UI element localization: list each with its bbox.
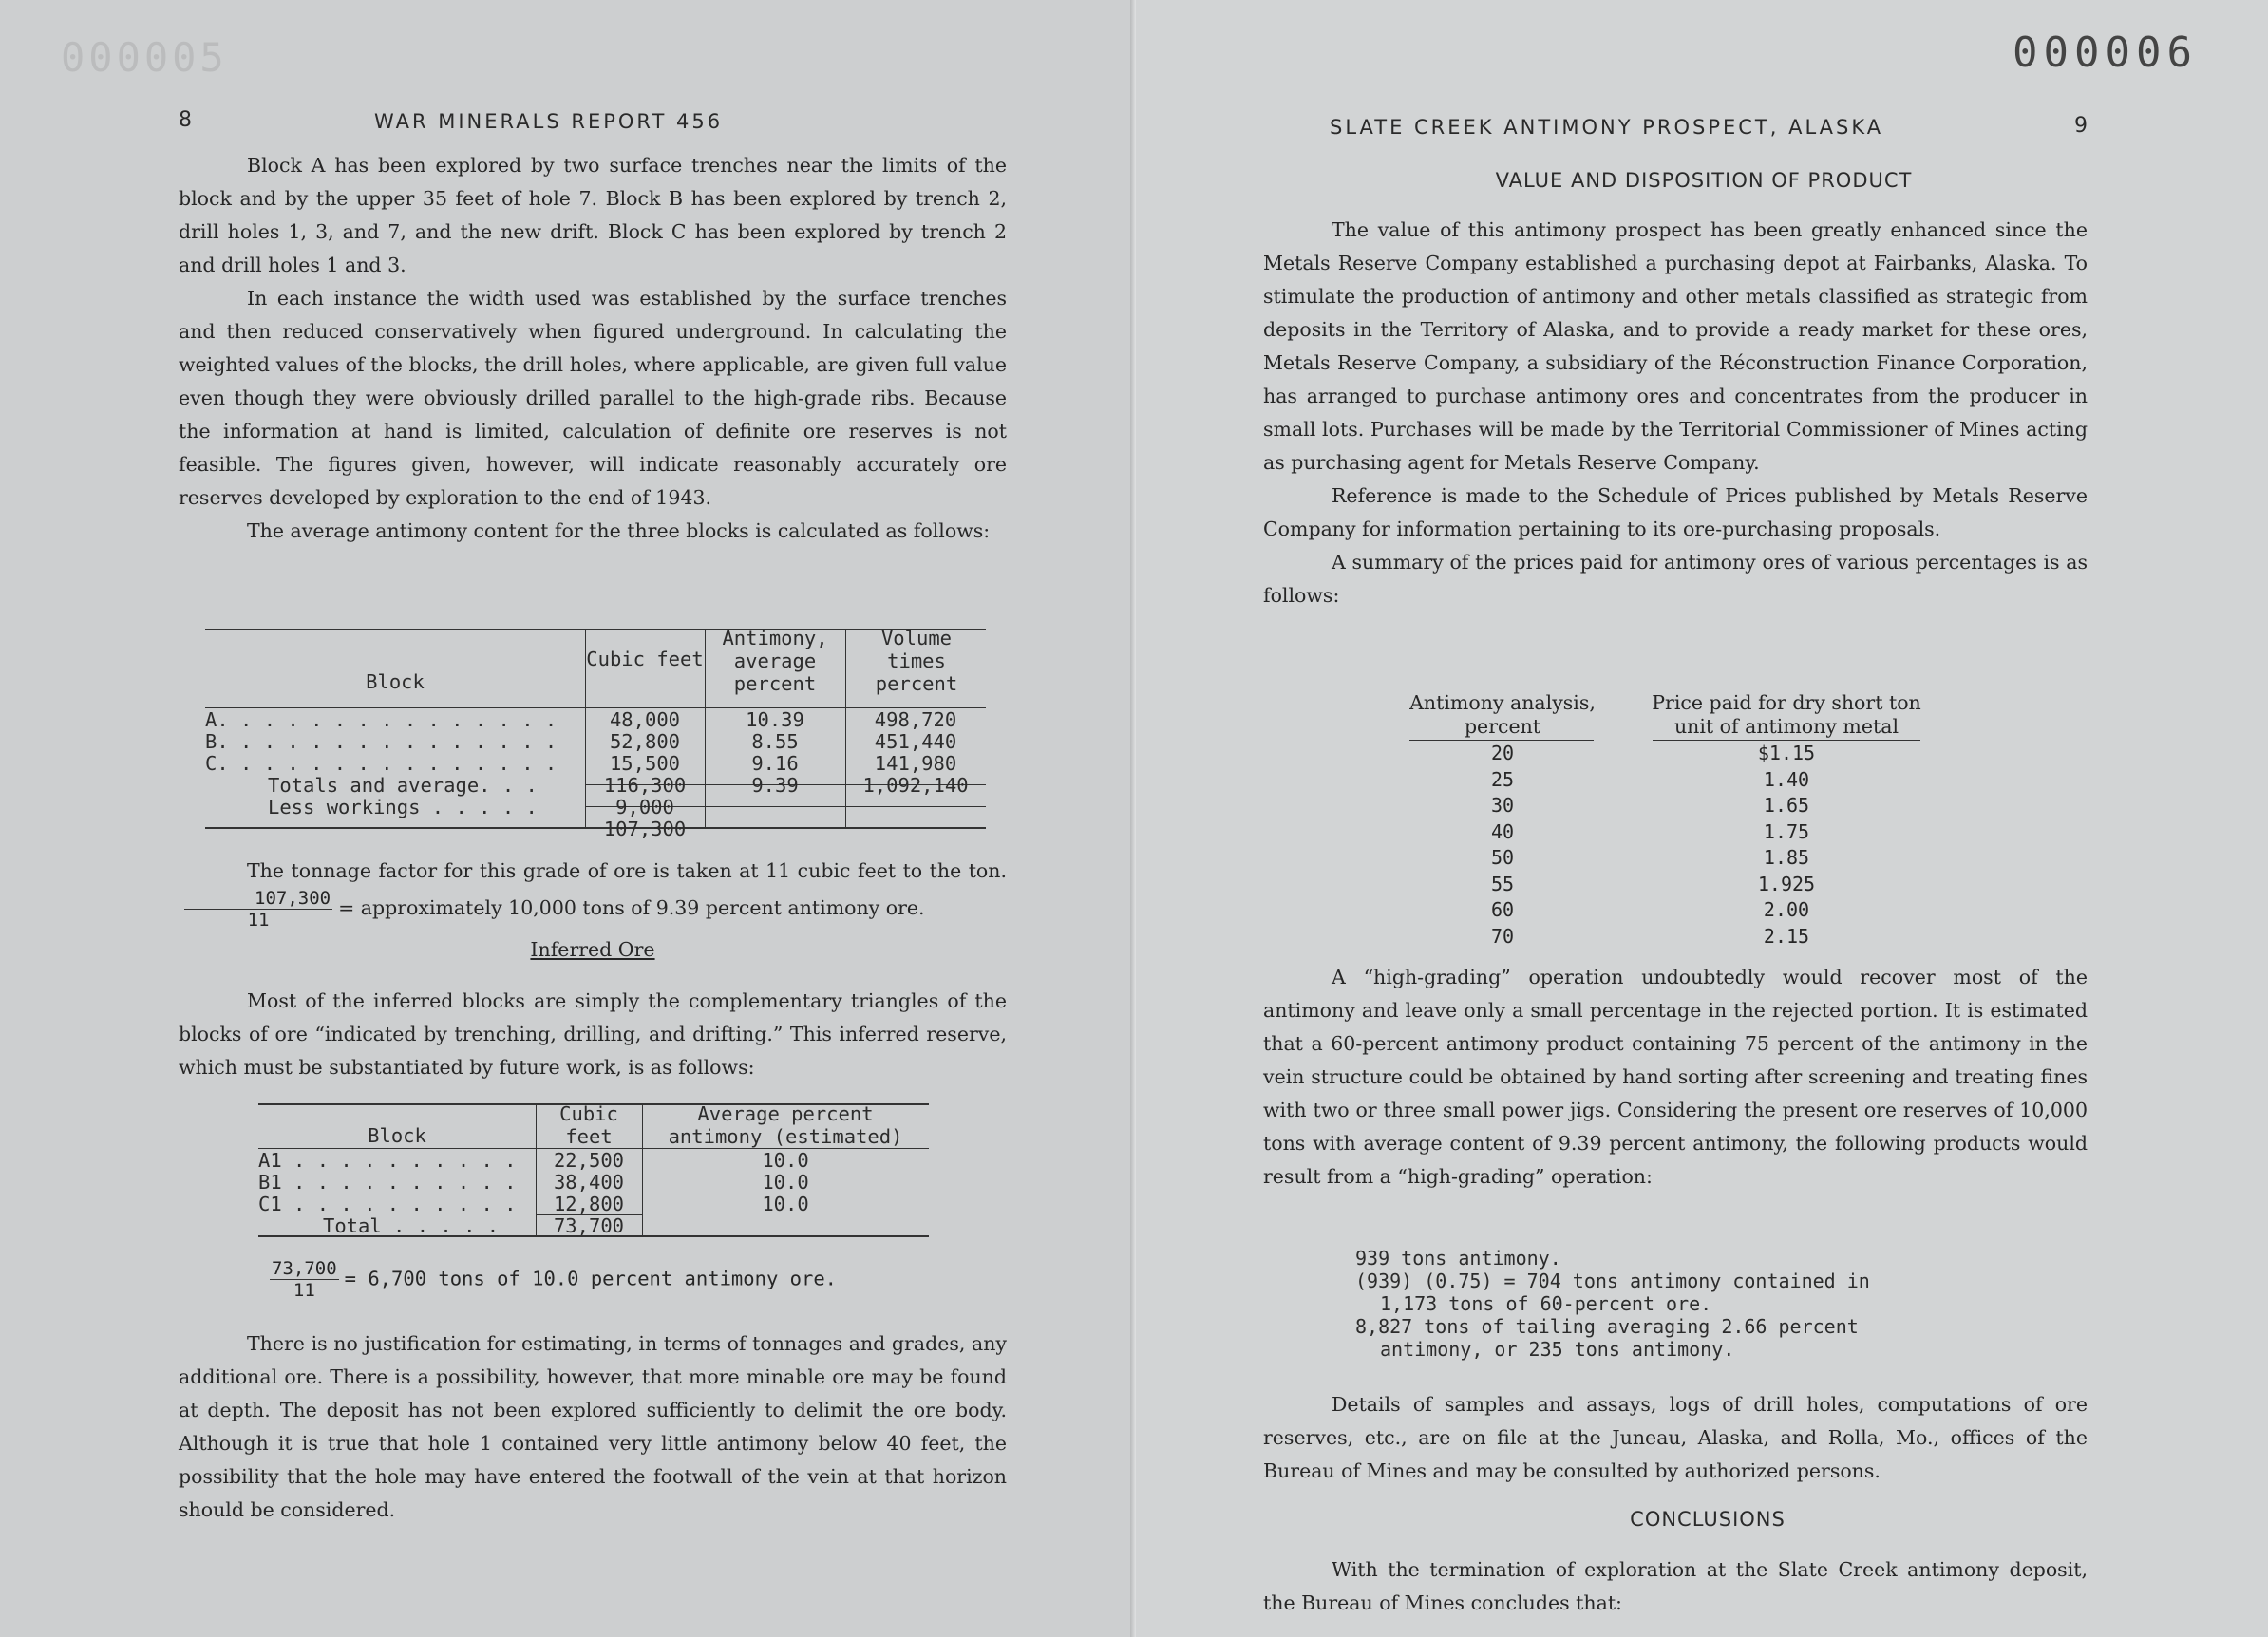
table-row: A. . . . . . . . . . . . . . . 48,000 10.39 498,720 bbox=[205, 708, 957, 731]
paragraph: The value of this antimony prospect has been greatly enhanced since the Metals Reserve Company established a purchasing depot at Fairbanks, Alaska. To stimulate the production of antimony and other metals classified as strategic from deposits in the Territory of Alaska, and to provide a ready market for these ores, Metals Reserve Company, a subsidiary of the Réconstruction Finance Corporation, has arranged to purchase antimony ores and concentrates from the producer in small lots. Purchases will be made by the Territorial Commissioner of Mines acting as purchasing agent for Metals Reserve Company. bbox=[1263, 218, 2088, 474]
table-row: 40 1.75 bbox=[1490, 819, 1810, 843]
paragraph: Details of samples and assays, logs of drill holes, computations of ore reserves, etc., are on file at the Juneau, Alaska, and Rolla, Mo., offices of the Bureau of Mines and may be consulted by authorized persons. bbox=[1263, 1393, 2088, 1482]
left-text-block-1 bbox=[179, 149, 1007, 548]
paragraph: The average antimony content for the three blocks is calculated as follows: bbox=[247, 519, 991, 542]
inferred-ore-heading: Inferred Ore bbox=[530, 938, 655, 961]
section-heading-value: VALUE AND DISPOSITION OF PRODUCT bbox=[1495, 169, 1913, 192]
tonnage-fraction: $\frac{107,300}{11}$ bbox=[184, 888, 332, 931]
section-heading-conclusions: CONCLUSIONS bbox=[1630, 1508, 1786, 1531]
paragraph: In each instance the width used was established by the surface trenches and then reduced conservatively when figured underground. In calculating the weighted values of the blocks, the drill holes, where applicable, are given full value even though they were obviously drilled parallel to the high-grade ribs. Because the information at hand is limited, calculation of definite ore reserves is not feasible. The figures given, however, will indicate reasonably accurately ore reserves developed by exploration to the end of 1943. bbox=[179, 287, 1007, 509]
list-item: 8,827 tons of tailing averaging 2.66 percent antimony, or 235 tons antimony. bbox=[1355, 1315, 1859, 1361]
table-row: B. . . . . . . . . . . . . . . 52,800 8.55 451,440 bbox=[205, 730, 957, 753]
col-header-antimony-analysis: Antimony analysis, percent bbox=[1409, 691, 1596, 738]
paragraph: Reference is made to the Schedule of Prices published by Metals Reserve Company for information pertaining to its ore-purchasing proposals. bbox=[1263, 484, 2088, 540]
right-text-block-4 bbox=[1263, 1553, 2088, 1620]
page-stamp: 000006 bbox=[2013, 28, 2198, 77]
paragraph: A summary of the prices paid for antimony ores of various percentages is as follows: bbox=[1263, 551, 2088, 607]
left-page-number: 8 bbox=[179, 108, 192, 132]
list-item: (939) (0.75) = 704 tons antimony contained in 1,173 tons of 60-percent ore. bbox=[1355, 1270, 1870, 1315]
col-header-cubic-feet: Cubic feet bbox=[586, 648, 704, 670]
left-text-block-3 bbox=[179, 1327, 1007, 1527]
left-running-header: WAR MINERALS REPORT 456 bbox=[374, 110, 724, 133]
col-header-antimony: Antimony, average percent bbox=[722, 627, 828, 695]
table-row: Less workings . . . . . 9,000 bbox=[268, 796, 674, 818]
paragraph: A “high-grading” operation undoubtedly would recover most of the antimony and leave only a small percentage in the rejected portion. It is estimated that a 60-percent antimony product containing 75 percent of the antimony in the vein structure could be obtained by hand sorting after screening and treating fines with two or three small power jigs. Considering the present ore reserves of 10,000 tons with average content of 9.39 percent antimony, the following products would result from a “high-grading” operation: bbox=[1263, 966, 2088, 1188]
right-running-header: SLATE CREEK ANTIMONY PROSPECT, ALASKA bbox=[1330, 116, 1884, 139]
col-header-average-percent: Average percent antimony (estimated) bbox=[668, 1102, 903, 1148]
right-page bbox=[1136, 0, 2268, 1637]
right-text-block-3 bbox=[1263, 1388, 2088, 1488]
table-row: 50 1.85 bbox=[1490, 846, 1810, 869]
right-page-number: 9 bbox=[2074, 114, 2088, 138]
col-header-block: Block bbox=[366, 670, 425, 693]
table-row: 107,300 bbox=[603, 818, 687, 840]
right-text-block-2 bbox=[1263, 961, 2088, 1194]
table-row: 30 1.65 bbox=[1490, 794, 1810, 817]
col-header-price-paid: Price paid for dry short ton unit of antimony metal bbox=[1652, 691, 1921, 738]
paragraph: Most of the inferred blocks are simply the complementary triangles of the blocks of ore “indicated by trenching, drilling, and drifting.” This inferred reserve, which must be substantiated by future work, is as follows: bbox=[179, 989, 1007, 1079]
reserves-table bbox=[205, 627, 986, 840]
table-row: 60 2.00 bbox=[1490, 898, 1810, 921]
table-row: 25 1.40 bbox=[1490, 767, 1810, 791]
ghost-stamp: 000005 bbox=[61, 34, 228, 81]
list-item: 939 tons antimony. bbox=[1355, 1247, 1561, 1270]
table-row: Total . . . . . 73,700 bbox=[323, 1214, 625, 1237]
table-row: 55 1.925 bbox=[1490, 872, 1816, 895]
inferred-formula: $\frac{73,700}{11} = 6,700$ tons of 10.0 percent antimony ore. bbox=[272, 1258, 838, 1301]
inferred-table bbox=[258, 1103, 929, 1236]
paragraph: With the termination of exploration at the Slate Creek antimony deposit, the Bureau of Mines concludes that: bbox=[1263, 1558, 2088, 1614]
table-row: 20 $1.15 bbox=[1490, 742, 1816, 764]
table-row: Totals and average. . . 116,300 9.39 1,092,140 bbox=[268, 774, 969, 797]
paragraph: There is no justification for estimating, in terms of tonnages and grades, any additional ore. There is a possibility, however, that more minable ore may be found at depth. The deposit has not been explored sufficiently to delimit the ore body. Although it is true that hole 1 contained very little antimony below 40 feet, the possibility that the hole may have entered the footwall of the vein at that horizon should be considered. bbox=[179, 1332, 1007, 1521]
products-list bbox=[1331, 1247, 1938, 1361]
right-text-block-1 bbox=[1263, 214, 2088, 612]
left-text-block-2 bbox=[179, 985, 1007, 1084]
paragraph: Block A has been explored by two surface trenches near the limits of the block and by the upper 35 feet of hole 7. Block B has been explored by trench 2, drill holes 1, 3, and 7, and the new drift. Block C has been explored by trench 2 and drill holes 1 and 3. bbox=[179, 154, 1007, 276]
col-header-cubic-feet: Cubic feet bbox=[559, 1102, 618, 1148]
table-row: A1 . . . . . . . . . . 22,500 10.0 bbox=[258, 1149, 809, 1172]
price-table bbox=[1408, 691, 1977, 950]
tonnage-paragraph: The tonnage factor for this grade of ore is taken at 11 cubic feet to the ton. $\frac{107,300}{11}$ = approximately 10,000 tons of 9.39 percent antimony ore. bbox=[179, 855, 1007, 931]
col-header-volume: Volume times percent bbox=[875, 627, 958, 695]
table-row: B1 . . . . . . . . . . 38,400 10.0 bbox=[258, 1171, 809, 1194]
table-row: 70 2.15 bbox=[1490, 924, 1810, 948]
table-row: C1 . . . . . . . . . . 12,800 10.0 bbox=[258, 1193, 809, 1215]
table-row: C. . . . . . . . . . . . . . . 15,500 9.16 141,980 bbox=[205, 752, 957, 775]
col-header-block: Block bbox=[368, 1124, 426, 1147]
